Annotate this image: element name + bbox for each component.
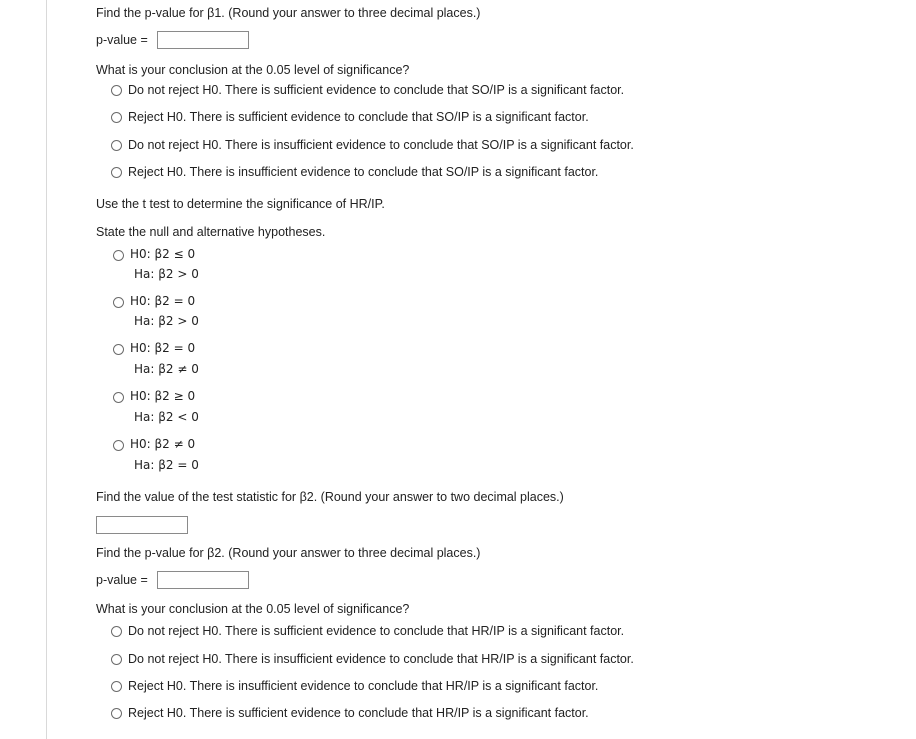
content-left-border [46, 0, 47, 739]
hypothesis-1-null[interactable]: H0: β2 ≤ 0 [130, 247, 196, 261]
pvalue-b2-input[interactable] [157, 571, 249, 589]
conclusion-b1-option-4[interactable]: Reject H0. There is insufficient evidence to conclude that SO/IP is a significant factor. [128, 165, 599, 179]
hypothesis-4-null[interactable]: H0: β2 ≥ 0 [130, 389, 196, 403]
test-statistic-input[interactable] [96, 516, 188, 534]
hypothesis-3-alt[interactable]: Ha: β2 ≠ 0 [134, 362, 199, 376]
conclusion-b2-radio-2[interactable] [111, 654, 122, 665]
pvalue-b1-prompt: Find the p-value for β1. (Round your answer to three decimal places.) [96, 6, 481, 20]
conclusion-b1-option-2[interactable]: Reject H0. There is sufficient evidence to conclude that SO/IP is a significant factor. [128, 110, 589, 124]
hypothesis-radio-3[interactable] [113, 344, 124, 355]
hypothesis-5-null[interactable]: H0: β2 ≠ 0 [130, 437, 196, 451]
pvalue-b2-prompt: Find the p-value for β2. (Round your answer to three decimal places.) [96, 546, 481, 560]
pvalue-b2-label: p-value = [96, 573, 148, 587]
conclusion-b1-radio-1[interactable] [111, 85, 122, 96]
hypothesis-radio-4[interactable] [113, 392, 124, 403]
conclusion-b2-radio-3[interactable] [111, 681, 122, 692]
hypothesis-radio-1[interactable] [113, 250, 124, 261]
conclusion-b2-radio-4[interactable] [111, 708, 122, 719]
hypothesis-radio-5[interactable] [113, 440, 124, 451]
test-statistic-prompt: Find the value of the test statistic for β2. (Round your answer to two decimal places.) [96, 490, 564, 504]
hypothesis-1-alt[interactable]: Ha: β2 > 0 [134, 267, 199, 281]
conclusion-b1-radio-3[interactable] [111, 140, 122, 151]
conclusion-b1-radio-4[interactable] [111, 167, 122, 178]
hypothesis-4-alt[interactable]: Ha: β2 < 0 [134, 410, 199, 424]
conclusion-b2-option-2[interactable]: Do not reject H0. There is insufficient evidence to conclude that HR/IP is a significant factor. [128, 652, 634, 666]
pvalue-b1-label: p-value = [96, 33, 148, 47]
conclusion-b2-option-1[interactable]: Do not reject H0. There is sufficient evidence to conclude that HR/IP is a significant factor. [128, 624, 625, 638]
conclusion-b1-option-1[interactable]: Do not reject H0. There is sufficient evidence to conclude that SO/IP is a significant factor. [128, 83, 625, 97]
hypothesis-3-null[interactable]: H0: β2 = 0 [130, 341, 196, 355]
t-test-instruction: Use the t test to determine the significance of HR/IP. [96, 197, 385, 211]
conclusion-b2-option-3[interactable]: Reject H0. There is insufficient evidence to conclude that HR/IP is a significant factor. [128, 679, 599, 693]
conclusion-b2-option-4[interactable]: Reject H0. There is sufficient evidence to conclude that HR/IP is a significant factor. [128, 706, 589, 720]
conclusion-b1-radio-2[interactable] [111, 112, 122, 123]
conclusion-b1-option-3[interactable]: Do not reject H0. There is insufficient evidence to conclude that SO/IP is a significant factor. [128, 138, 634, 152]
conclusion-b2-radio-1[interactable] [111, 626, 122, 637]
hypothesis-2-null[interactable]: H0: β2 = 0 [130, 294, 196, 308]
conclusion-b2-question: What is your conclusion at the 0.05 level of significance? [96, 602, 410, 616]
pvalue-b1-input[interactable] [157, 31, 249, 49]
hypothesis-2-alt[interactable]: Ha: β2 > 0 [134, 314, 199, 328]
conclusion-b1-question: What is your conclusion at the 0.05 level of significance? [96, 63, 410, 77]
hypothesis-5-alt[interactable]: Ha: β2 = 0 [134, 458, 199, 472]
hypothesis-radio-2[interactable] [113, 297, 124, 308]
hypotheses-prompt: State the null and alternative hypotheses. [96, 225, 326, 239]
